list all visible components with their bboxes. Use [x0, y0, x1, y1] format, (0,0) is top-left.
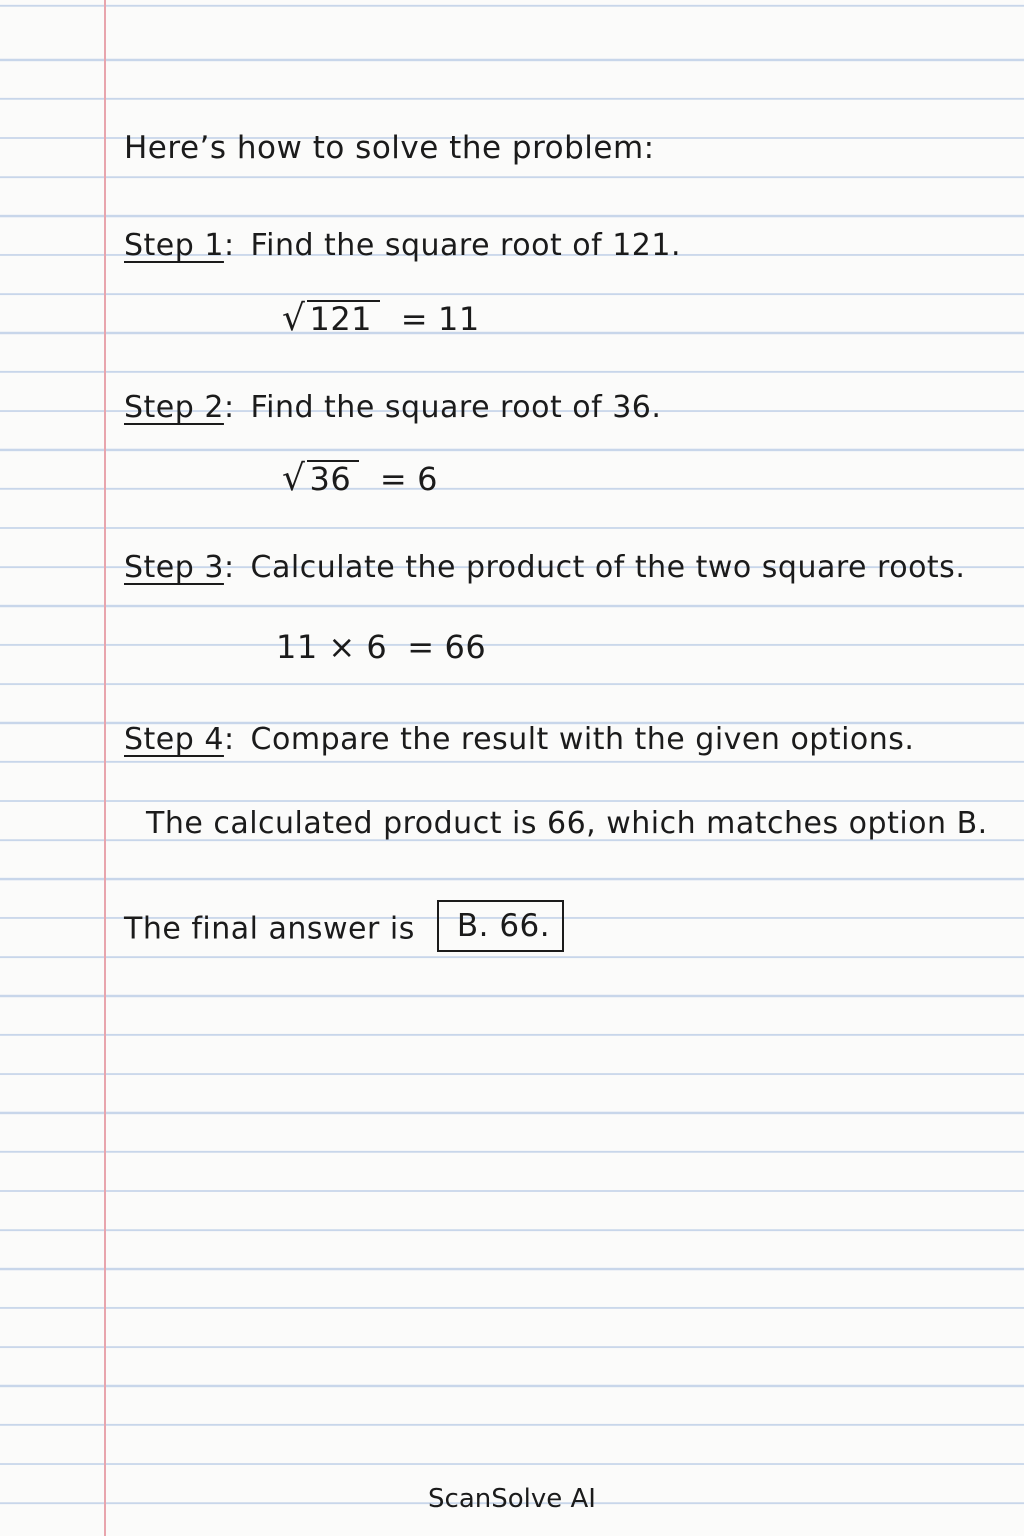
- step-4: [124, 722, 914, 757]
- final-answer-box: B. 66.: [437, 900, 564, 952]
- step-1-colon: :: [223, 228, 235, 263]
- square-root-121: [282, 298, 380, 339]
- equals-sign: =: [400, 300, 429, 338]
- step-3-colon: :: [223, 550, 235, 585]
- equals-sign: =: [379, 460, 408, 498]
- step-1: [124, 228, 681, 263]
- step-2-equation: [282, 458, 438, 499]
- equals-sign: =: [407, 628, 435, 666]
- step-3-result: 66: [444, 628, 487, 666]
- step-3-text: Calculate the product of the two square roots.: [250, 550, 966, 585]
- comparison-note: The calculated product is 66, which matches option B.: [146, 806, 988, 841]
- step-1-equation: [282, 298, 480, 339]
- final-answer-line: [124, 904, 564, 956]
- margin-line: [104, 0, 106, 1536]
- radicand: 121: [307, 300, 380, 337]
- step-1-text: Find the square root of 121.: [250, 228, 681, 263]
- step-2: [124, 390, 661, 425]
- step-4-text: Compare the result with the given options.: [250, 722, 915, 757]
- footer-brand: ScanSolve AI: [428, 1484, 596, 1514]
- radical-icon: √: [282, 298, 306, 339]
- step-2-text: Find the square root of 36.: [250, 390, 662, 425]
- step-3-label: Step 3: [124, 550, 224, 585]
- step-2-result: 6: [417, 460, 439, 498]
- step-1-result: 11: [438, 300, 480, 338]
- step-4-colon: :: [223, 722, 235, 757]
- intro-text: Here’s how to solve the problem:: [124, 130, 655, 166]
- radicand: 36: [307, 460, 359, 497]
- square-root-36: [282, 458, 359, 499]
- step-2-label: Step 2: [124, 390, 224, 425]
- step-1-label: Step 1: [124, 228, 224, 263]
- radical-icon: √: [282, 458, 306, 499]
- step-2-colon: :: [223, 390, 235, 425]
- step-3-equation: [276, 628, 486, 666]
- step-4-label: Step 4: [124, 722, 224, 757]
- product-expression: 11 × 6: [276, 628, 388, 666]
- step-3: [124, 550, 965, 585]
- final-answer-prefix: The final answer is: [124, 911, 415, 947]
